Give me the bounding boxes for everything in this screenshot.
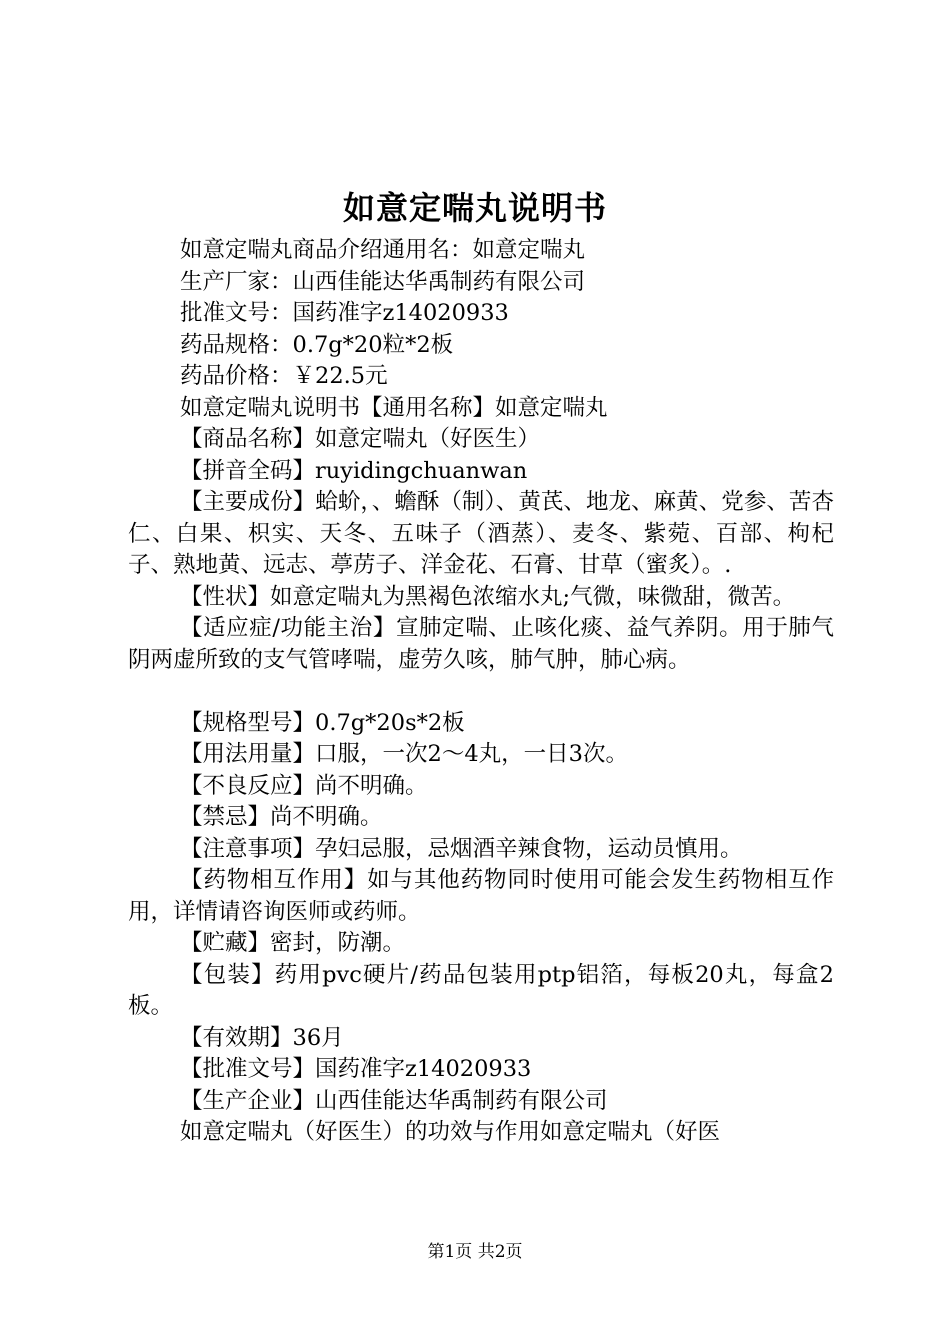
document-title: 如意定喘丸说明书 <box>342 189 607 227</box>
paragraph-specification: 药品规格：0.7g*20粒*2板 <box>180 331 454 358</box>
paragraph-adverse-reactions: 【不良反应】尚不明确。 <box>180 772 428 799</box>
paragraph-trade-name: 【商品名称】如意定喘丸（好医生） <box>180 426 541 452</box>
paragraph-approval-number-2: 【批准文号】国药准字z14020933 <box>180 1056 532 1082</box>
paragraph-dosage: 【用法用量】口服，一次2～4丸，一日3次。 <box>180 741 628 767</box>
paragraph-generic-name: 如意定喘丸说明书【通用名称】如意定喘丸 <box>180 394 608 421</box>
paragraph-efficacy: 如意定喘丸（好医生）的功效与作用如意定喘丸（好医 <box>180 1119 721 1145</box>
paragraph-price: 药品价格：￥22.5元 <box>180 363 388 389</box>
paragraph-packaging: 【包装】药用pvc硬片/药品包装用ptp铝箔，每板20丸，每盒2板。 <box>128 961 834 1019</box>
paragraph-ingredients: 【主要成份】蛤蚧，、蟾酥（制）、黄芪、地龙、麻黄、党参、苦杏仁、白果、枳实、天冬、五味子（酒蒸）、麦冬、紫菀、百部、枸杞子、熟地黄、远志、葶苈子、洋金花、石膏、甘草（蜜炙）。. <box>128 489 834 578</box>
document-body <box>128 235 834 1149</box>
paragraph-manufacturer: 生产厂家：山西佳能达华禹制药有限公司 <box>180 268 586 295</box>
paragraph-storage: 【贮藏】密封，防潮。 <box>180 930 406 956</box>
paragraph-interactions: 【药物相互作用】如与其他药物同时使用可能会发生药物相互作用，详情请咨询医师或药师。 <box>128 867 834 925</box>
paragraph-properties: 【性状】如意定喘丸为黑褐色浓缩水丸;气微，味微甜，微苦。 <box>180 583 796 610</box>
page-footer: 第1页 共2页 <box>427 1242 523 1262</box>
paragraph-approval-number: 批准文号：国药准字z14020933 <box>180 300 509 326</box>
paragraph-indications: 【适应症/功能主治】宣肺定喘、止咳化痰、益气养阴。用于肺气阴两虚所致的支气管哮喘，虚劳久咳，肺气肿，肺心病。 <box>128 615 834 673</box>
paragraph-intro: 如意定喘丸商品介绍通用名：如意定喘丸 <box>180 237 586 263</box>
paragraph-model: 【规格型号】0.7g*20s*2板 <box>180 709 465 736</box>
paragraph-precautions: 【注意事项】孕妇忌服，忌烟酒辛辣食物，运动员慎用。 <box>180 835 743 862</box>
paragraph-shelf-life: 【有效期】36月 <box>180 1024 344 1051</box>
paragraph-contraindications: 【禁忌】尚不明确。 <box>180 804 383 830</box>
paragraph-producer: 【生产企业】山西佳能达华禹制药有限公司 <box>180 1087 608 1114</box>
paragraph-pinyin: 【拼音全码】ruyidingchuanwan <box>180 457 528 484</box>
